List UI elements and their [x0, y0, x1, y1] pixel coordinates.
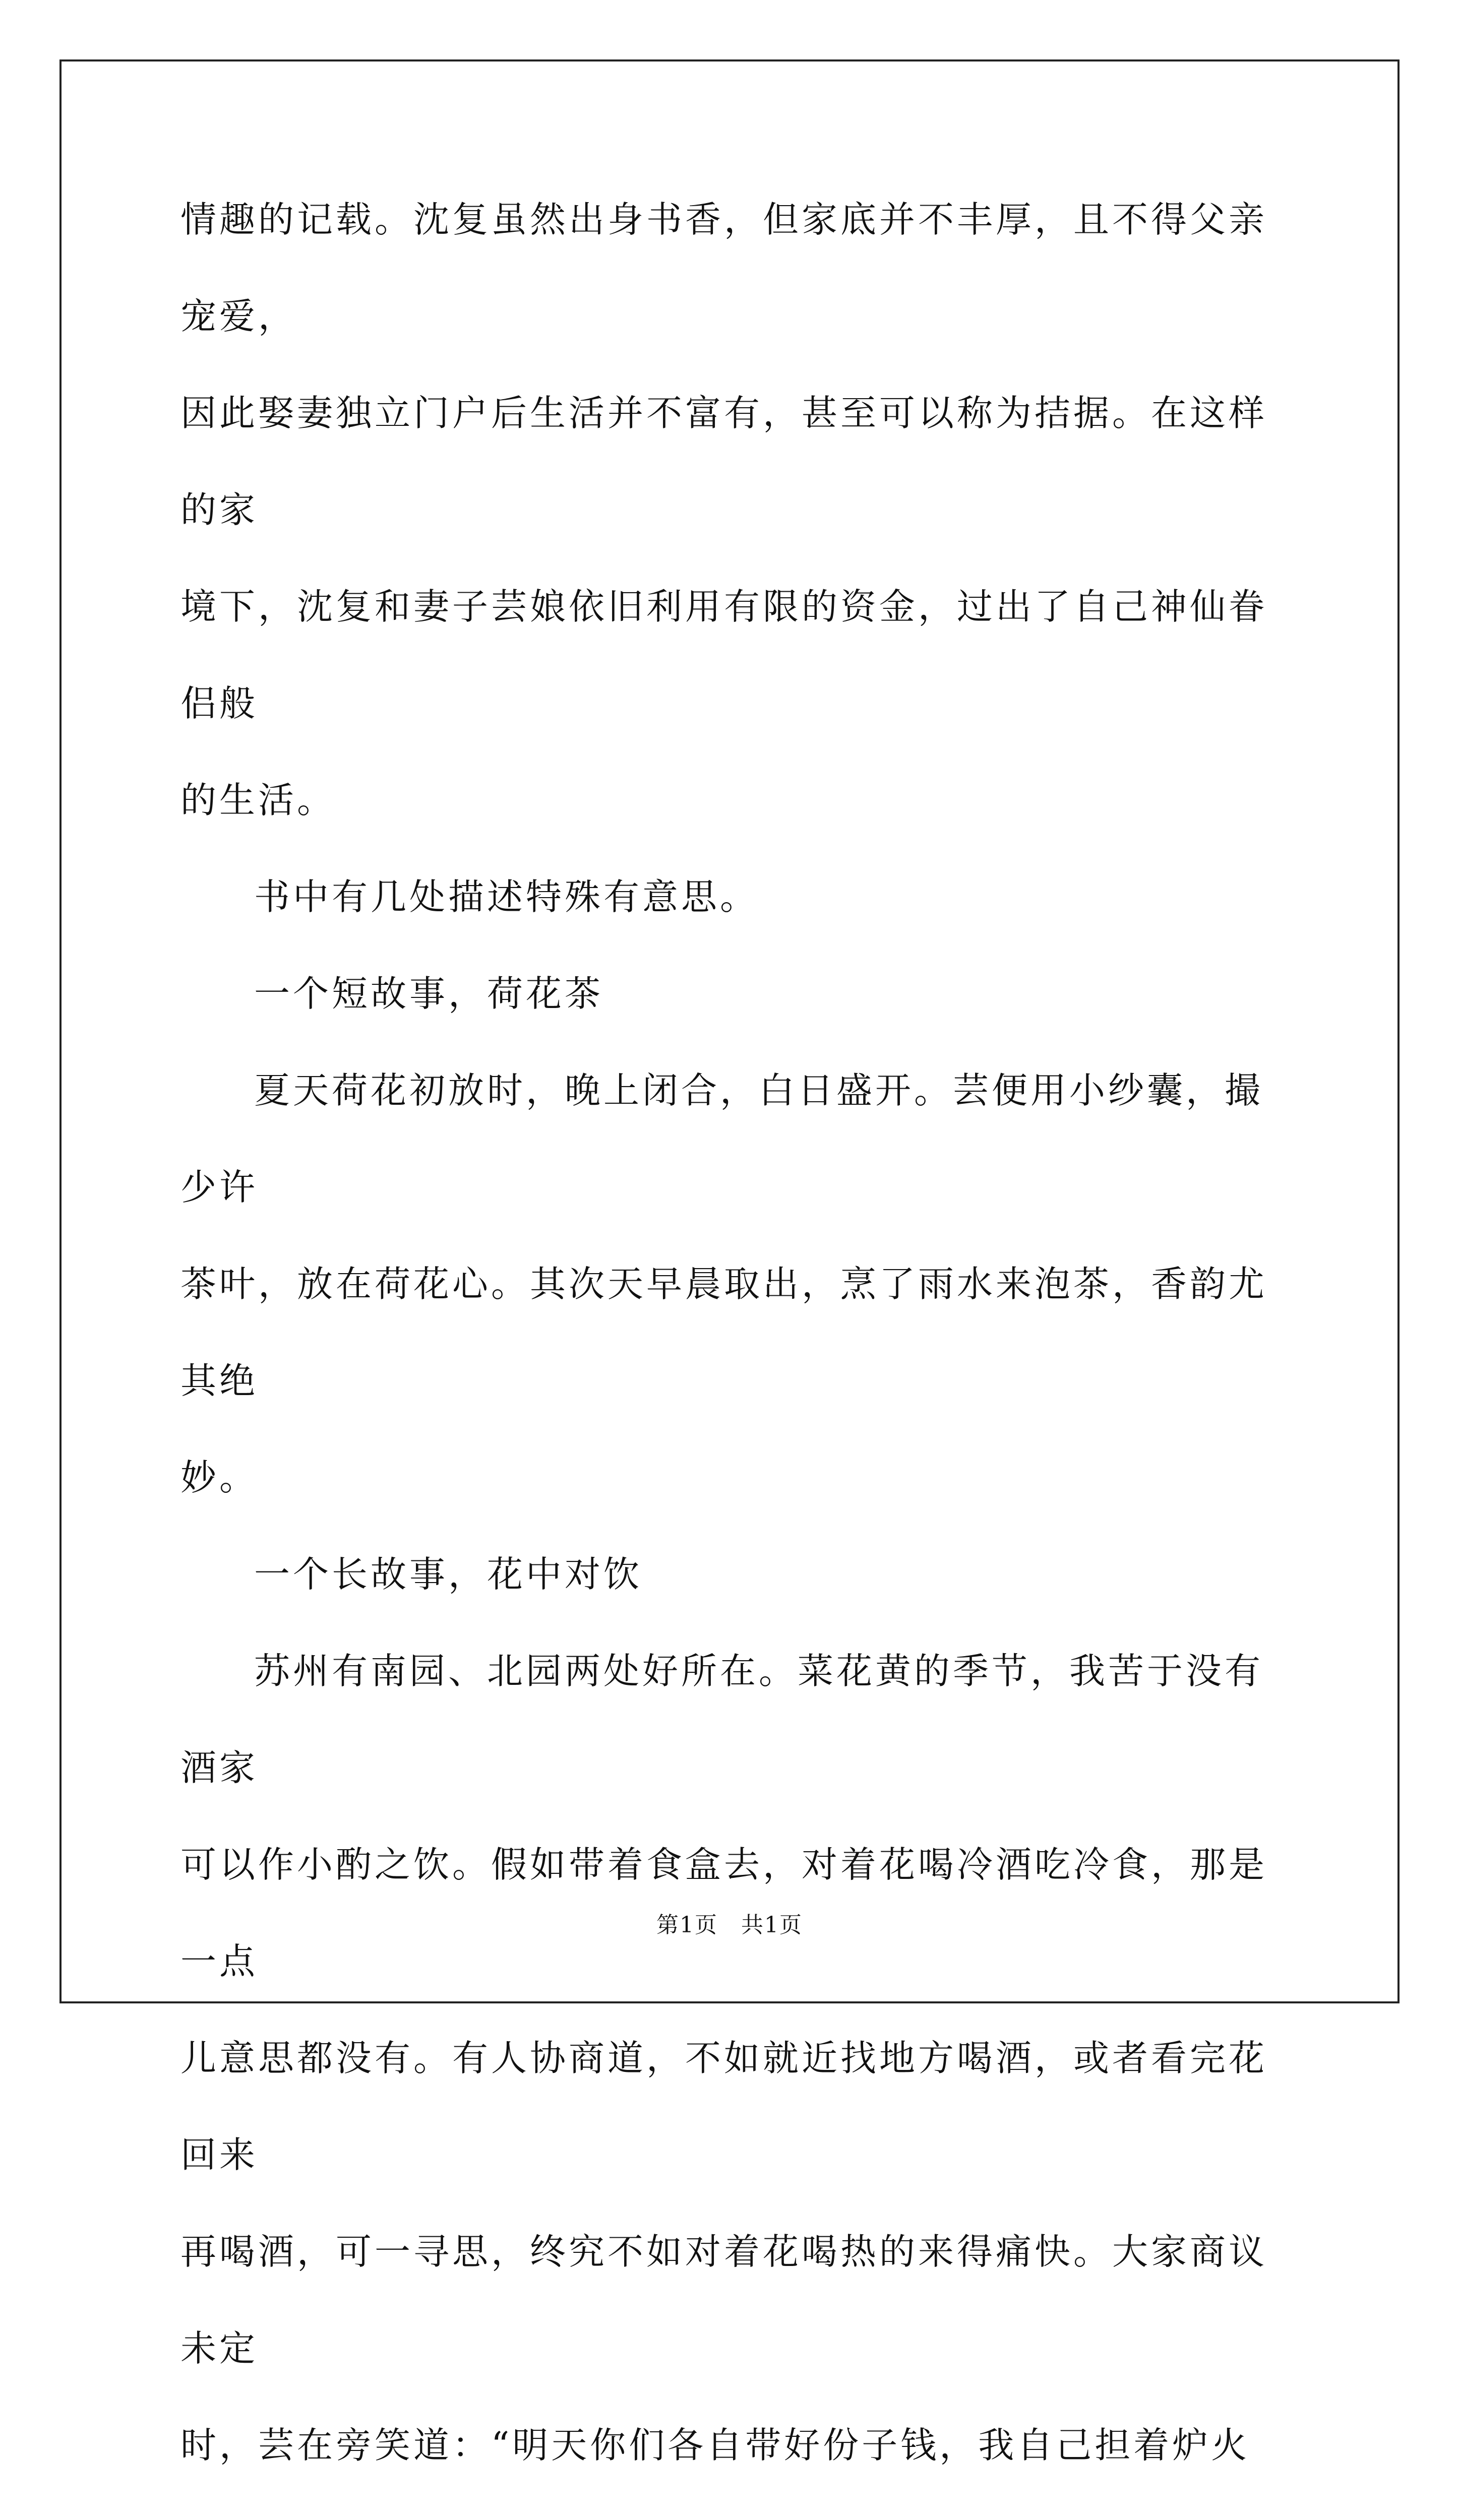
paragraph: [180, 849, 1290, 946]
text-line: 茶叶，放在荷花心。其次天早晨取出，烹了雨水来泡茶，香韵尤其绝: [180, 1263, 1268, 1402]
page-footer: [0, 1910, 1459, 1940]
text-line: 再喝酒，可一寻思，终究不如对着花喝热的来得痛快。大家商议未定: [180, 2231, 1268, 2369]
text-line: 的生活。: [180, 779, 336, 821]
text-line: 儿意思都没有。有人协商道，不如就近找地方喝酒，或者看完花回来: [180, 2037, 1268, 2176]
paragraph: [180, 1623, 1290, 2520]
paragraph: [180, 171, 1290, 849]
text-line: 一个长故事，花中对饮: [254, 1553, 643, 1595]
text-line: 夏天荷花初放时，晚上闭合，白日盛开。芸便用小纱囊，撮少许: [180, 1069, 1264, 1208]
text-line: 妙。: [180, 1457, 259, 1498]
text-line: 情趣的记载。沈复虽然出身书香，但家底并不丰厚，且不得父亲宠爱，: [180, 199, 1268, 337]
text-line: 时，芸在旁笑道：“明天你们各自带好份子钱，我自己担着炉火: [180, 2424, 1250, 2466]
text-line: 因此娶妻独立门户后生活并不富有，甚至可以称为拮据。在这样的家: [180, 392, 1268, 531]
text-line: 书中有几处描述特殊有意思。: [254, 876, 759, 918]
section-heading: [180, 946, 1290, 1042]
text-line: 一个短故事，荷花茶: [254, 973, 604, 1015]
paragraph: [180, 1042, 1290, 1526]
document-body: [180, 171, 1290, 2520]
page-number: 第1页 共1页: [656, 1912, 803, 1938]
text-line: 境下，沈复和妻子芸娘依旧利用有限的资金，过出了自己神仙眷侣般: [180, 586, 1268, 724]
section-heading: [180, 1526, 1290, 1623]
text-line: 可以作小酌之饮。假如带着食盒去，对着花喝冷酒吃冷食，那是一点: [180, 1844, 1268, 1982]
text-line: 苏州有南园、北园两处好所在。菜花黄的季节，我苦于没有酒家: [180, 1650, 1264, 1789]
